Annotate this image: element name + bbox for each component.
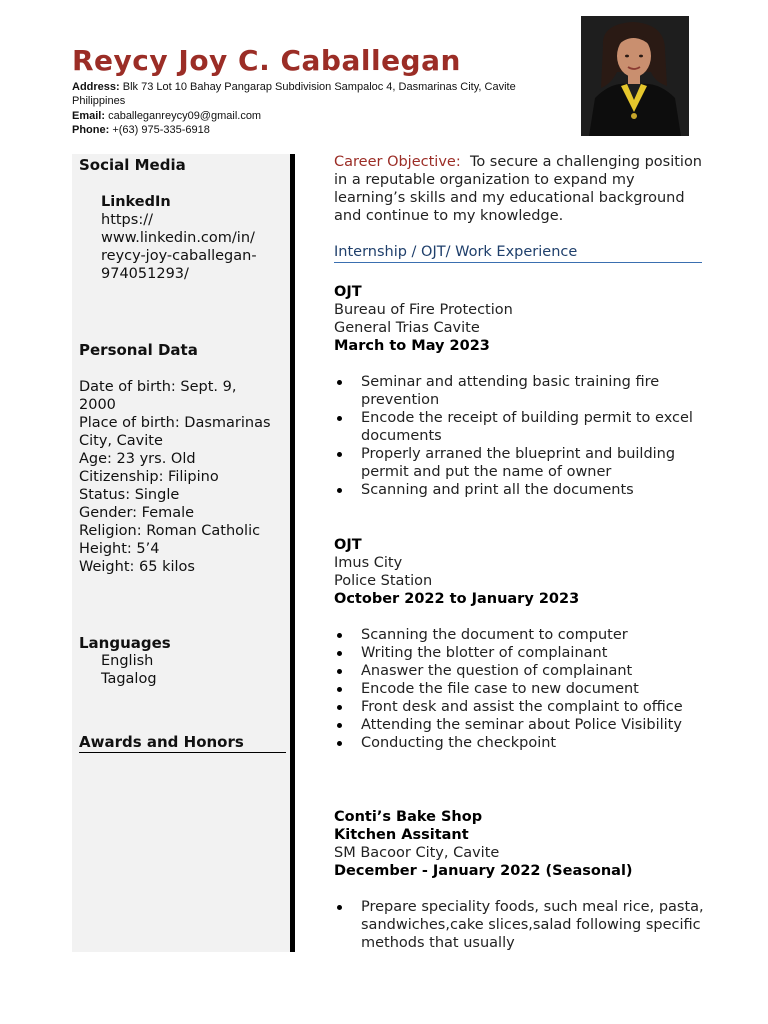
linkedin-url-line[interactable]: reycy-joy-caballegan- [101, 248, 257, 264]
profile-photo [581, 16, 689, 136]
list-item: Encode the receipt of building permit to excel documents [334, 409, 704, 445]
job-title: Conti’s Bake Shop [334, 809, 483, 825]
experience-heading: Internship / OJT/ Work Experience [334, 244, 702, 263]
career-objective [334, 153, 704, 225]
list-item: Conducting the checkpoint [334, 734, 704, 752]
social-media-section [79, 156, 186, 174]
job-org-line: Imus City [334, 555, 403, 571]
email-label: Email: [72, 110, 106, 122]
list-item: Properly arraned the blueprint and building permit and put the name of owner [334, 445, 704, 481]
personal-data-line: Status: Single [79, 487, 180, 503]
languages-section [79, 634, 171, 688]
social-media-heading: Social Media [79, 156, 186, 174]
language-item: English [101, 653, 154, 669]
candidate-name: Reycy Joy C. Caballegan [72, 44, 461, 77]
job-bullets [334, 898, 704, 952]
linkedin-url-line[interactable]: https:// [101, 212, 153, 228]
list-item: Attending the seminar about Police Visibility [334, 716, 704, 734]
job-bullets [334, 373, 704, 499]
personal-data-heading: Personal Data [79, 341, 198, 359]
linkedin-url-line[interactable]: 974051293/ [101, 266, 189, 282]
awards-section [79, 733, 286, 753]
job-org-line: SM Bacoor City, Cavite [334, 845, 500, 861]
list-item: Writing the blotter of complainant [334, 644, 704, 662]
address-value: Blk 73 Lot 10 Bahay Pangarap Subdivision Sampaloc 4, Dasmarinas City, Cavite Philippines [72, 81, 516, 107]
list-item: Seminar and attending basic training fire prevention [334, 373, 704, 409]
phone-value: +(63) 975-335-6918 [112, 124, 210, 136]
linkedin-url-line[interactable]: www.linkedin.com/in/ [101, 230, 255, 246]
contact-block [72, 80, 552, 137]
personal-data-section [79, 341, 271, 576]
personal-data-line: Place of birth: Dasmarinas [79, 415, 271, 431]
personal-data-line: Religion: Roman Catholic [79, 523, 261, 539]
job-subtitle: Kitchen Assitant [334, 827, 469, 843]
column-divider [290, 154, 295, 952]
personal-data-line: Height: 5’4 [79, 541, 160, 557]
list-item: Scanning the document to computer [334, 626, 704, 644]
objective-label: Career Objective: [334, 154, 461, 170]
personal-data-line: Weight: 65 kilos [79, 559, 195, 575]
list-item: Prepare speciality foods, such meal rice, pasta, sandwiches,cake slices,salad following specific methods that usually [334, 898, 704, 952]
job-entry [334, 283, 704, 499]
language-item: Tagalog [101, 671, 157, 687]
job-bullets [334, 626, 704, 752]
job-entry [334, 808, 704, 952]
job-org-line: Bureau of Fire Protection [334, 302, 513, 318]
email-value: caballeganreycy09@gmail.com [108, 110, 262, 122]
list-item: Encode the file case to new document [334, 680, 704, 698]
list-item: Front desk and assist the complaint to office [334, 698, 704, 716]
personal-data-line: Citizenship: Filipino [79, 469, 219, 485]
linkedin-block [79, 193, 257, 283]
list-item: Anaswer the question of complainant [334, 662, 704, 680]
address-label: Address: [72, 81, 120, 93]
job-org-line: Police Station [334, 573, 433, 589]
list-item: Scanning and print all the documents [334, 481, 704, 499]
objective-text: To secure a challenging position in a reputable organization to expand my learning’s skills and my educational background and continue to my knowledge. [334, 154, 703, 224]
personal-data-line: Date of birth: Sept. 9, [79, 379, 237, 395]
awards-heading: Awards and Honors [79, 733, 244, 751]
job-period: December - January 2022 (Seasonal) [334, 863, 633, 879]
job-title: OJT [334, 537, 362, 553]
phone-label: Phone: [72, 124, 110, 136]
job-period: October 2022 to January 2023 [334, 591, 580, 607]
job-title: OJT [334, 284, 362, 300]
personal-data-line: 2000 [79, 397, 116, 413]
languages-heading: Languages [79, 634, 171, 652]
job-entry [334, 536, 704, 752]
personal-data-line: Gender: Female [79, 505, 195, 521]
linkedin-label: LinkedIn [101, 194, 171, 210]
job-org-line: General Trias Cavite [334, 320, 480, 336]
personal-data-line: City, Cavite [79, 433, 163, 449]
personal-data-line: Age: 23 yrs. Old [79, 451, 196, 467]
job-period: March to May 2023 [334, 338, 490, 354]
